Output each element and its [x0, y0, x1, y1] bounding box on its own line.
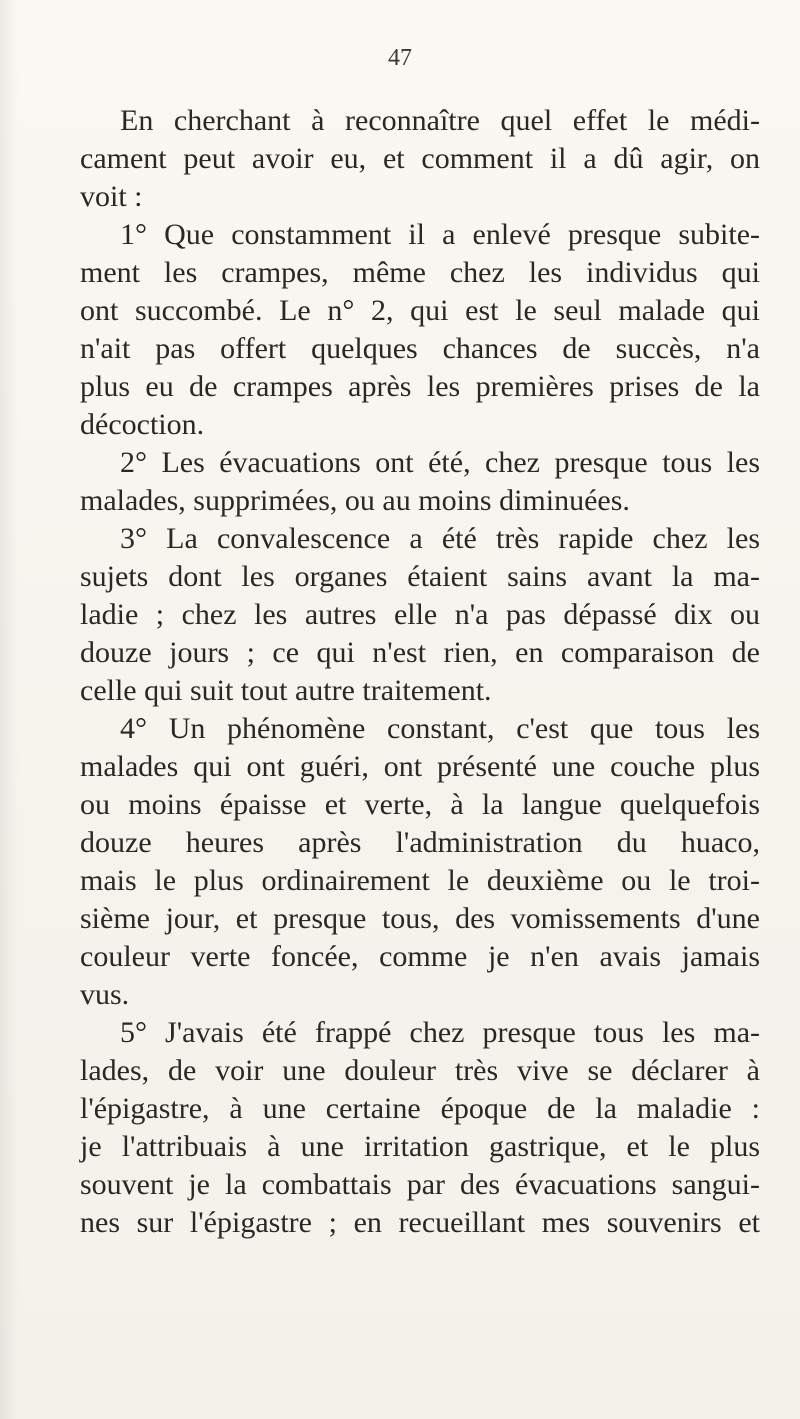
text-line: malades, supprimées, ou au moins diminuées. [80, 484, 630, 517]
text-line: ment les crampes, même chez les individus qui [80, 256, 760, 289]
text-line: mais le plus ordinairement le deuxième ou le troi- [80, 864, 760, 897]
text-line: 2° Les évacuations ont été, chez presque tous les [120, 446, 760, 479]
text-line: ont succombé. Le n° 2, qui est le seul malade qui [80, 294, 760, 327]
text-line: couleur verte foncée, comme je n'en avais jamais [80, 940, 760, 973]
text-line: douze jours ; ce qui n'est rien, en comparaison de [80, 636, 760, 669]
text-line: sujets dont les organes étaient sains avant la ma- [80, 560, 760, 593]
text-line: 5° J'avais été frappé chez presque tous les ma- [120, 1016, 760, 1049]
text-line: 1° Que constamment il a enlevé presque subite- [120, 218, 760, 251]
text-line: voit : [80, 180, 143, 213]
text-line: n'ait pas offert quelques chances de succès, n'a [80, 332, 760, 365]
text-line: cament peut avoir eu, et comment il a dû agir, on [80, 142, 760, 175]
text-line: vus. [80, 978, 130, 1011]
page-edge-shadow [0, 0, 18, 1419]
text-line: je l'attribuais à une irritation gastrique, et le plus [80, 1130, 760, 1163]
text-line: ladie ; chez les autres elle n'a pas dépassé dix ou [80, 598, 760, 631]
text-line: 4° Un phénomène constant, c'est que tous les [120, 712, 760, 745]
text-line: 3° La convalescence a été très rapide chez les [120, 522, 760, 555]
page-number: 47 [388, 45, 412, 71]
text-line: souvent je la combattais par des évacuations sangui- [80, 1168, 760, 1201]
text-line: plus eu de crampes après les premières prises de la [80, 370, 760, 403]
text-line: décoction. [80, 408, 205, 441]
text-line: celle qui suit tout autre traitement. [80, 674, 492, 707]
text-line: douze heures après l'administration du huaco, [80, 826, 760, 859]
text-line: nes sur l'épigastre ; en recueillant mes souvenirs et [80, 1206, 760, 1239]
text-line: sième jour, et presque tous, des vomissements d'une [80, 902, 760, 935]
text-line: ou moins épaisse et verte, à la langue quelquefois [80, 788, 760, 821]
text-line: lades, de voir une douleur très vive se déclarer à [80, 1054, 760, 1087]
text-line: En cherchant à reconnaître quel effet le médi- [120, 104, 760, 137]
text-line: l'épigastre, à une certaine époque de la maladie : [80, 1092, 760, 1125]
body-text [80, 102, 760, 1242]
text-line: malades qui ont guéri, ont présenté une couche plus [80, 750, 760, 783]
